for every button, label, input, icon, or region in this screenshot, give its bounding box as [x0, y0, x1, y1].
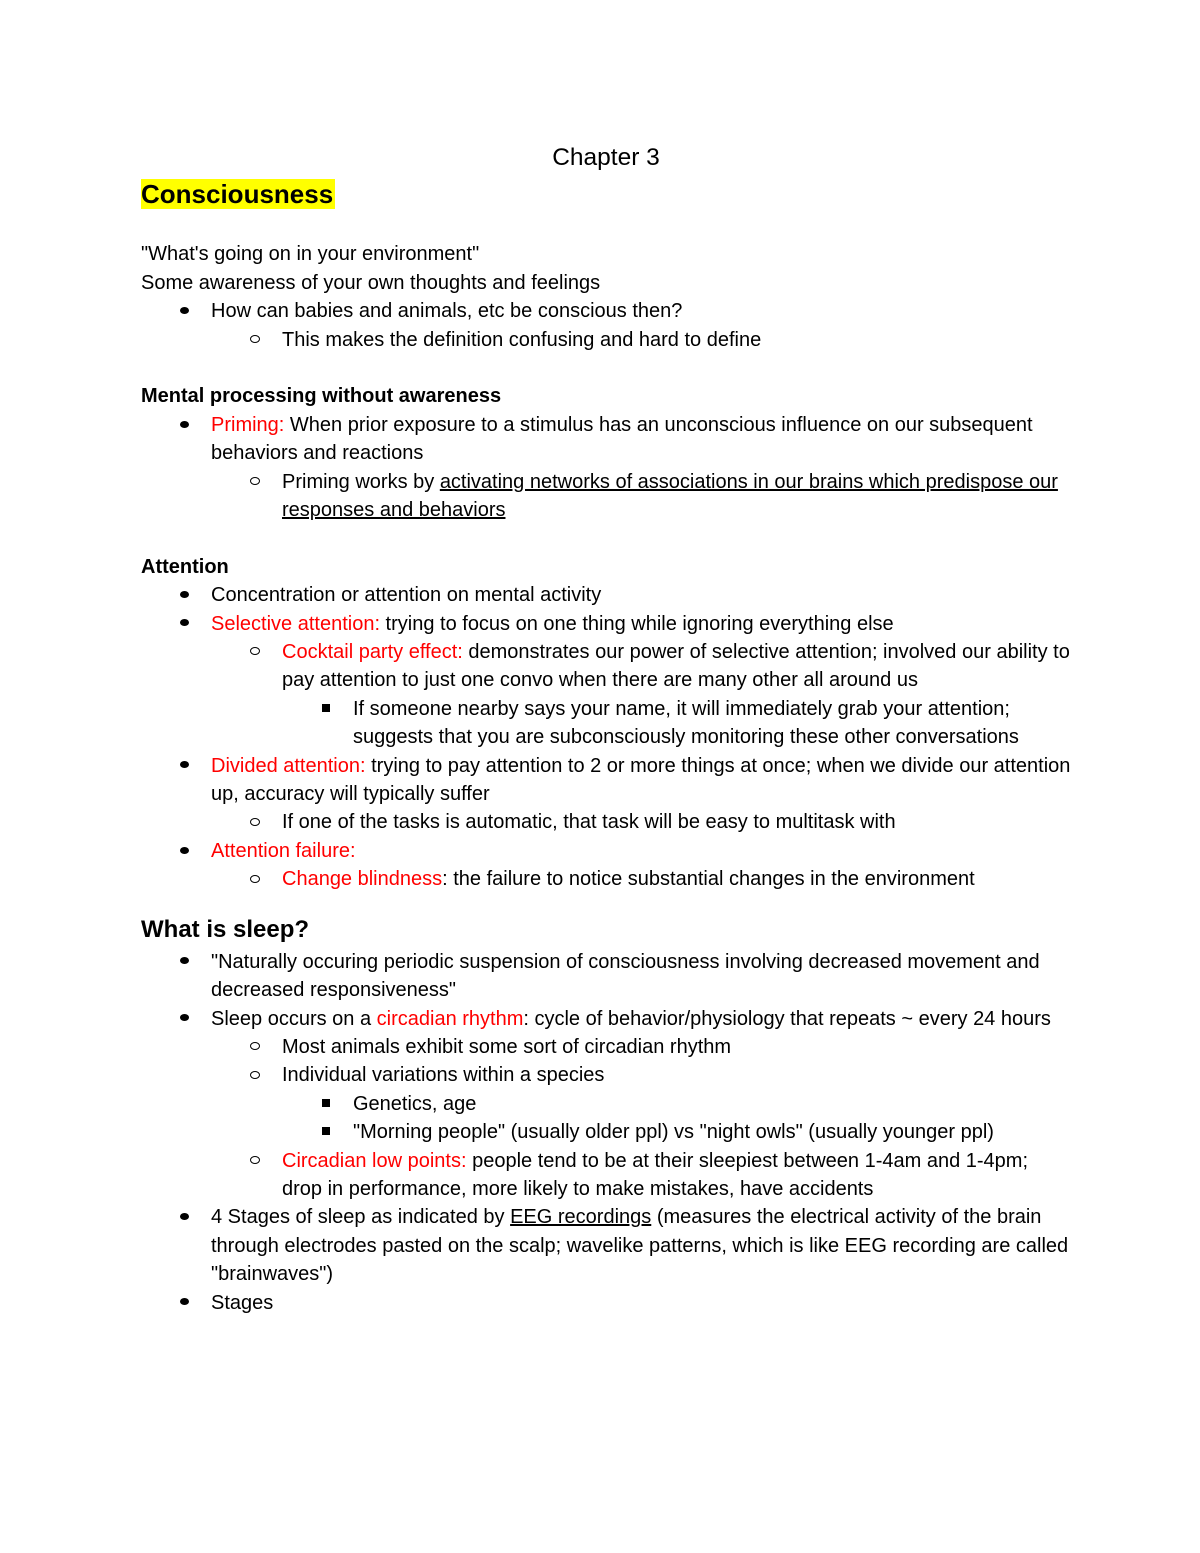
disc-bullet-icon — [174, 1289, 194, 1317]
disc-bullet-icon — [174, 610, 194, 638]
circle-bullet-icon — [245, 326, 265, 354]
consciousness-heading — [141, 176, 1071, 212]
square-bullet-icon — [316, 1118, 336, 1146]
list-item: Priming: When prior exposure to a stimulus has an unconscious influence on our subsequent behaviors and reactions — [141, 411, 1071, 468]
list-item: Concentration or attention on mental activity — [141, 581, 1071, 609]
section-heading: Mental processing without awareness — [141, 385, 502, 408]
underlined-text: activating networks of associations in our brains which predispose our responses and behaviors — [282, 470, 1058, 522]
circle-bullet-icon — [245, 865, 265, 893]
paragraph: "What's going on in your environment" — [141, 243, 480, 266]
list-item: "Morning people" (usually older ppl) vs "night owls" (usually younger ppl) — [141, 1118, 1071, 1146]
list-item: Cocktail party effect: demonstrates our power of selective attention; involved our ability to pay attention to just one convo when there are many other all around us — [141, 638, 1071, 695]
list-item: This makes the definition confusing and hard to define — [141, 326, 1071, 354]
term: Priming: — [211, 413, 285, 436]
list-item: Individual variations within a species — [141, 1061, 1071, 1089]
list-item: 4 Stages of sleep as indicated by EEG recordings (measures the electrical activity of the brain through electrodes pasted on the scalp; wavelike patterns, which is like EEG recording are called "brainwaves") — [141, 1203, 1071, 1288]
list-item: Divided attention: trying to pay attention to 2 or more things at once; when we divide our attention up, accuracy will typically suffer — [141, 752, 1071, 809]
list-item: Sleep occurs on a circadian rhythm: cycle of behavior/physiology that repeats ~ every 24 hours — [141, 1005, 1071, 1033]
underlined-text: EEG recordings — [510, 1206, 652, 1229]
list-item: Change blindness: the failure to notice substantial changes in the environment — [141, 865, 1071, 893]
list-item: If someone nearby says your name, it will immediately grab your attention; suggests that you are subconsciously monitoring these other conversations — [141, 695, 1071, 752]
disc-bullet-icon — [174, 1005, 194, 1033]
bullet-list — [141, 411, 1071, 525]
bullet-list — [141, 297, 1071, 354]
page-title: Chapter 3 — [552, 144, 660, 171]
term: circadian rhythm — [376, 1007, 524, 1030]
list-item: "Naturally occuring periodic suspension of consciousness involving decreased movement and decreased responsiveness" — [141, 948, 1071, 1005]
list-item: Circadian low points: people tend to be at their sleepiest between 1-4am and 1-4pm; drop in performance, more likely to make mistakes, have accidents — [141, 1147, 1071, 1204]
disc-bullet-icon — [174, 752, 194, 780]
list-item: Genetics, age — [141, 1090, 1071, 1118]
list-item: Priming works by activating networks of associations in our brains which predispose our responses and behaviors — [141, 468, 1071, 525]
square-bullet-icon — [316, 1090, 336, 1118]
document-body — [141, 140, 1071, 1317]
section-heading-large: What is sleep? — [141, 915, 310, 943]
circle-bullet-icon — [245, 1147, 265, 1175]
disc-bullet-icon — [174, 411, 194, 439]
list-item: Selective attention: trying to focus on one thing while ignoring everything else — [141, 610, 1071, 638]
disc-bullet-icon — [174, 948, 194, 976]
disc-bullet-icon — [174, 837, 194, 865]
paragraph: Some awareness of your own thoughts and feelings — [141, 271, 601, 294]
list-item: How can babies and animals, etc be conscious then? — [141, 297, 1071, 325]
list-item: Most animals exhibit some sort of circadian rhythm — [141, 1033, 1071, 1061]
term: Selective attention: — [211, 612, 380, 635]
disc-bullet-icon — [174, 581, 194, 609]
disc-bullet-icon — [174, 1203, 194, 1231]
circle-bullet-icon — [245, 1033, 265, 1061]
square-bullet-icon — [316, 695, 336, 723]
circle-bullet-icon — [245, 808, 265, 836]
term: Attention failure: — [211, 839, 356, 862]
highlighted-heading-text: Consciousness — [141, 179, 334, 209]
term: Change blindness — [282, 868, 443, 891]
term: Cocktail party effect: — [282, 641, 463, 664]
disc-bullet-icon — [174, 297, 194, 325]
circle-bullet-icon — [245, 638, 265, 666]
bullet-list — [141, 948, 1071, 1317]
circle-bullet-icon — [245, 1061, 265, 1089]
list-item: Stages — [141, 1289, 1071, 1317]
term: Divided attention: — [211, 754, 366, 777]
section-heading: Attention — [141, 555, 229, 578]
list-item — [141, 837, 1071, 865]
bullet-list — [141, 581, 1071, 893]
term: Circadian low points: — [282, 1149, 467, 1172]
list-item: If one of the tasks is automatic, that task will be easy to multitask with — [141, 808, 1071, 836]
circle-bullet-icon — [245, 468, 265, 496]
